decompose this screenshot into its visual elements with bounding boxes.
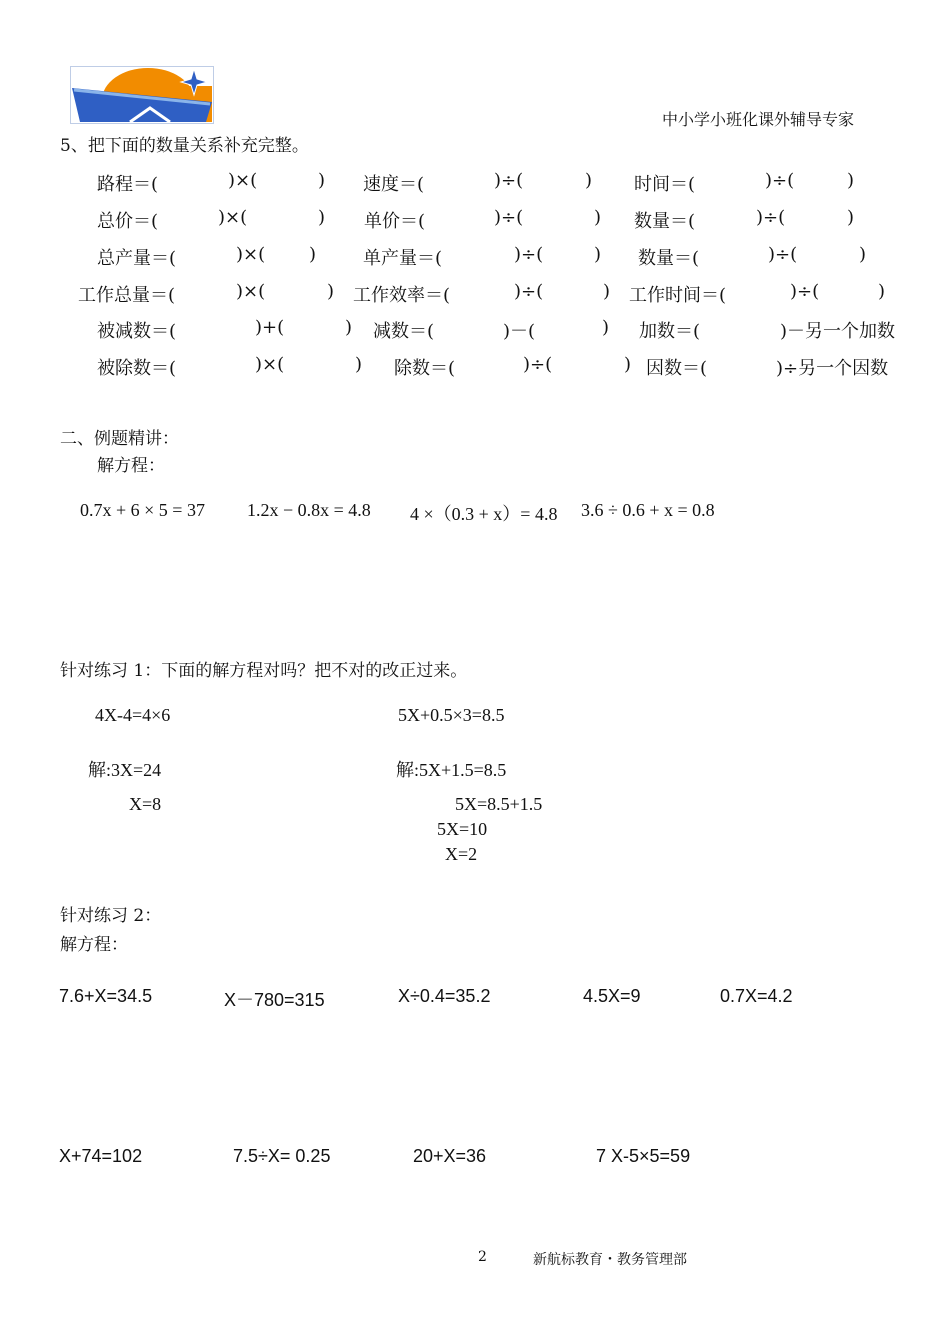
practice2-subtitle: 解方程：: [60, 935, 128, 955]
section2-subtitle: 解方程：: [97, 456, 165, 476]
practice2-title: 针对练习 2：: [60, 906, 162, 926]
practice2-equation: 7 X-5×5=59: [596, 1146, 691, 1166]
page-number: 2: [478, 1249, 487, 1265]
practice1-right-step4: X=2: [445, 844, 478, 864]
practice1-left-step2: X=8: [129, 794, 162, 814]
example-equation-2: 1.2x − 0.8x = 4.8: [247, 500, 371, 520]
practice1-right-step3: 5X=10: [437, 819, 488, 839]
practice1-right-step1: 解:5X+1.5=8.5: [396, 760, 507, 780]
practice2-equation: 7.5÷X= 0.25: [233, 1146, 331, 1166]
practice2-equation: X÷0.4=35.2: [398, 986, 491, 1006]
practice2-equation: X+74=102: [59, 1146, 143, 1166]
header-tagline: 中小学小班化课外辅导专家: [662, 112, 855, 129]
practice1-right-problem: 5X+0.5×3=8.5: [398, 705, 505, 725]
practice1-right-step2: 5X=8.5+1.5: [455, 794, 543, 814]
section5-title: 5、把下面的数量关系补充完整。: [60, 136, 309, 156]
practice2-equation: 0.7X=4.2: [720, 986, 793, 1006]
practice1-title: 针对练习 1：下面的解方程对吗？把不对的改正过来。: [60, 661, 468, 681]
section2-title: 二、例题精讲：: [60, 429, 179, 449]
practice2-equation: 7.6+X=34.5: [59, 986, 153, 1006]
practice2-equation: 20+X=36: [413, 1146, 487, 1166]
practice2-equation: X－780=315: [224, 990, 325, 1010]
practice2-equation: 4.5X=9: [583, 986, 641, 1006]
example-equation-1: 0.7x + 6 × 5 = 37: [80, 500, 205, 520]
example-equation-3: 4 ×（0.3 + x）= 4.8: [410, 504, 558, 524]
practice1-left-problem: 4X-4=4×6: [95, 705, 171, 725]
footer-org: 新航标教育・教务管理部: [533, 1252, 687, 1268]
company-logo: [70, 66, 214, 124]
practice1-left-step1: 解:3X=24: [88, 760, 162, 780]
example-equation-4: 3.6 ÷ 0.6 + x = 0.8: [581, 500, 715, 520]
